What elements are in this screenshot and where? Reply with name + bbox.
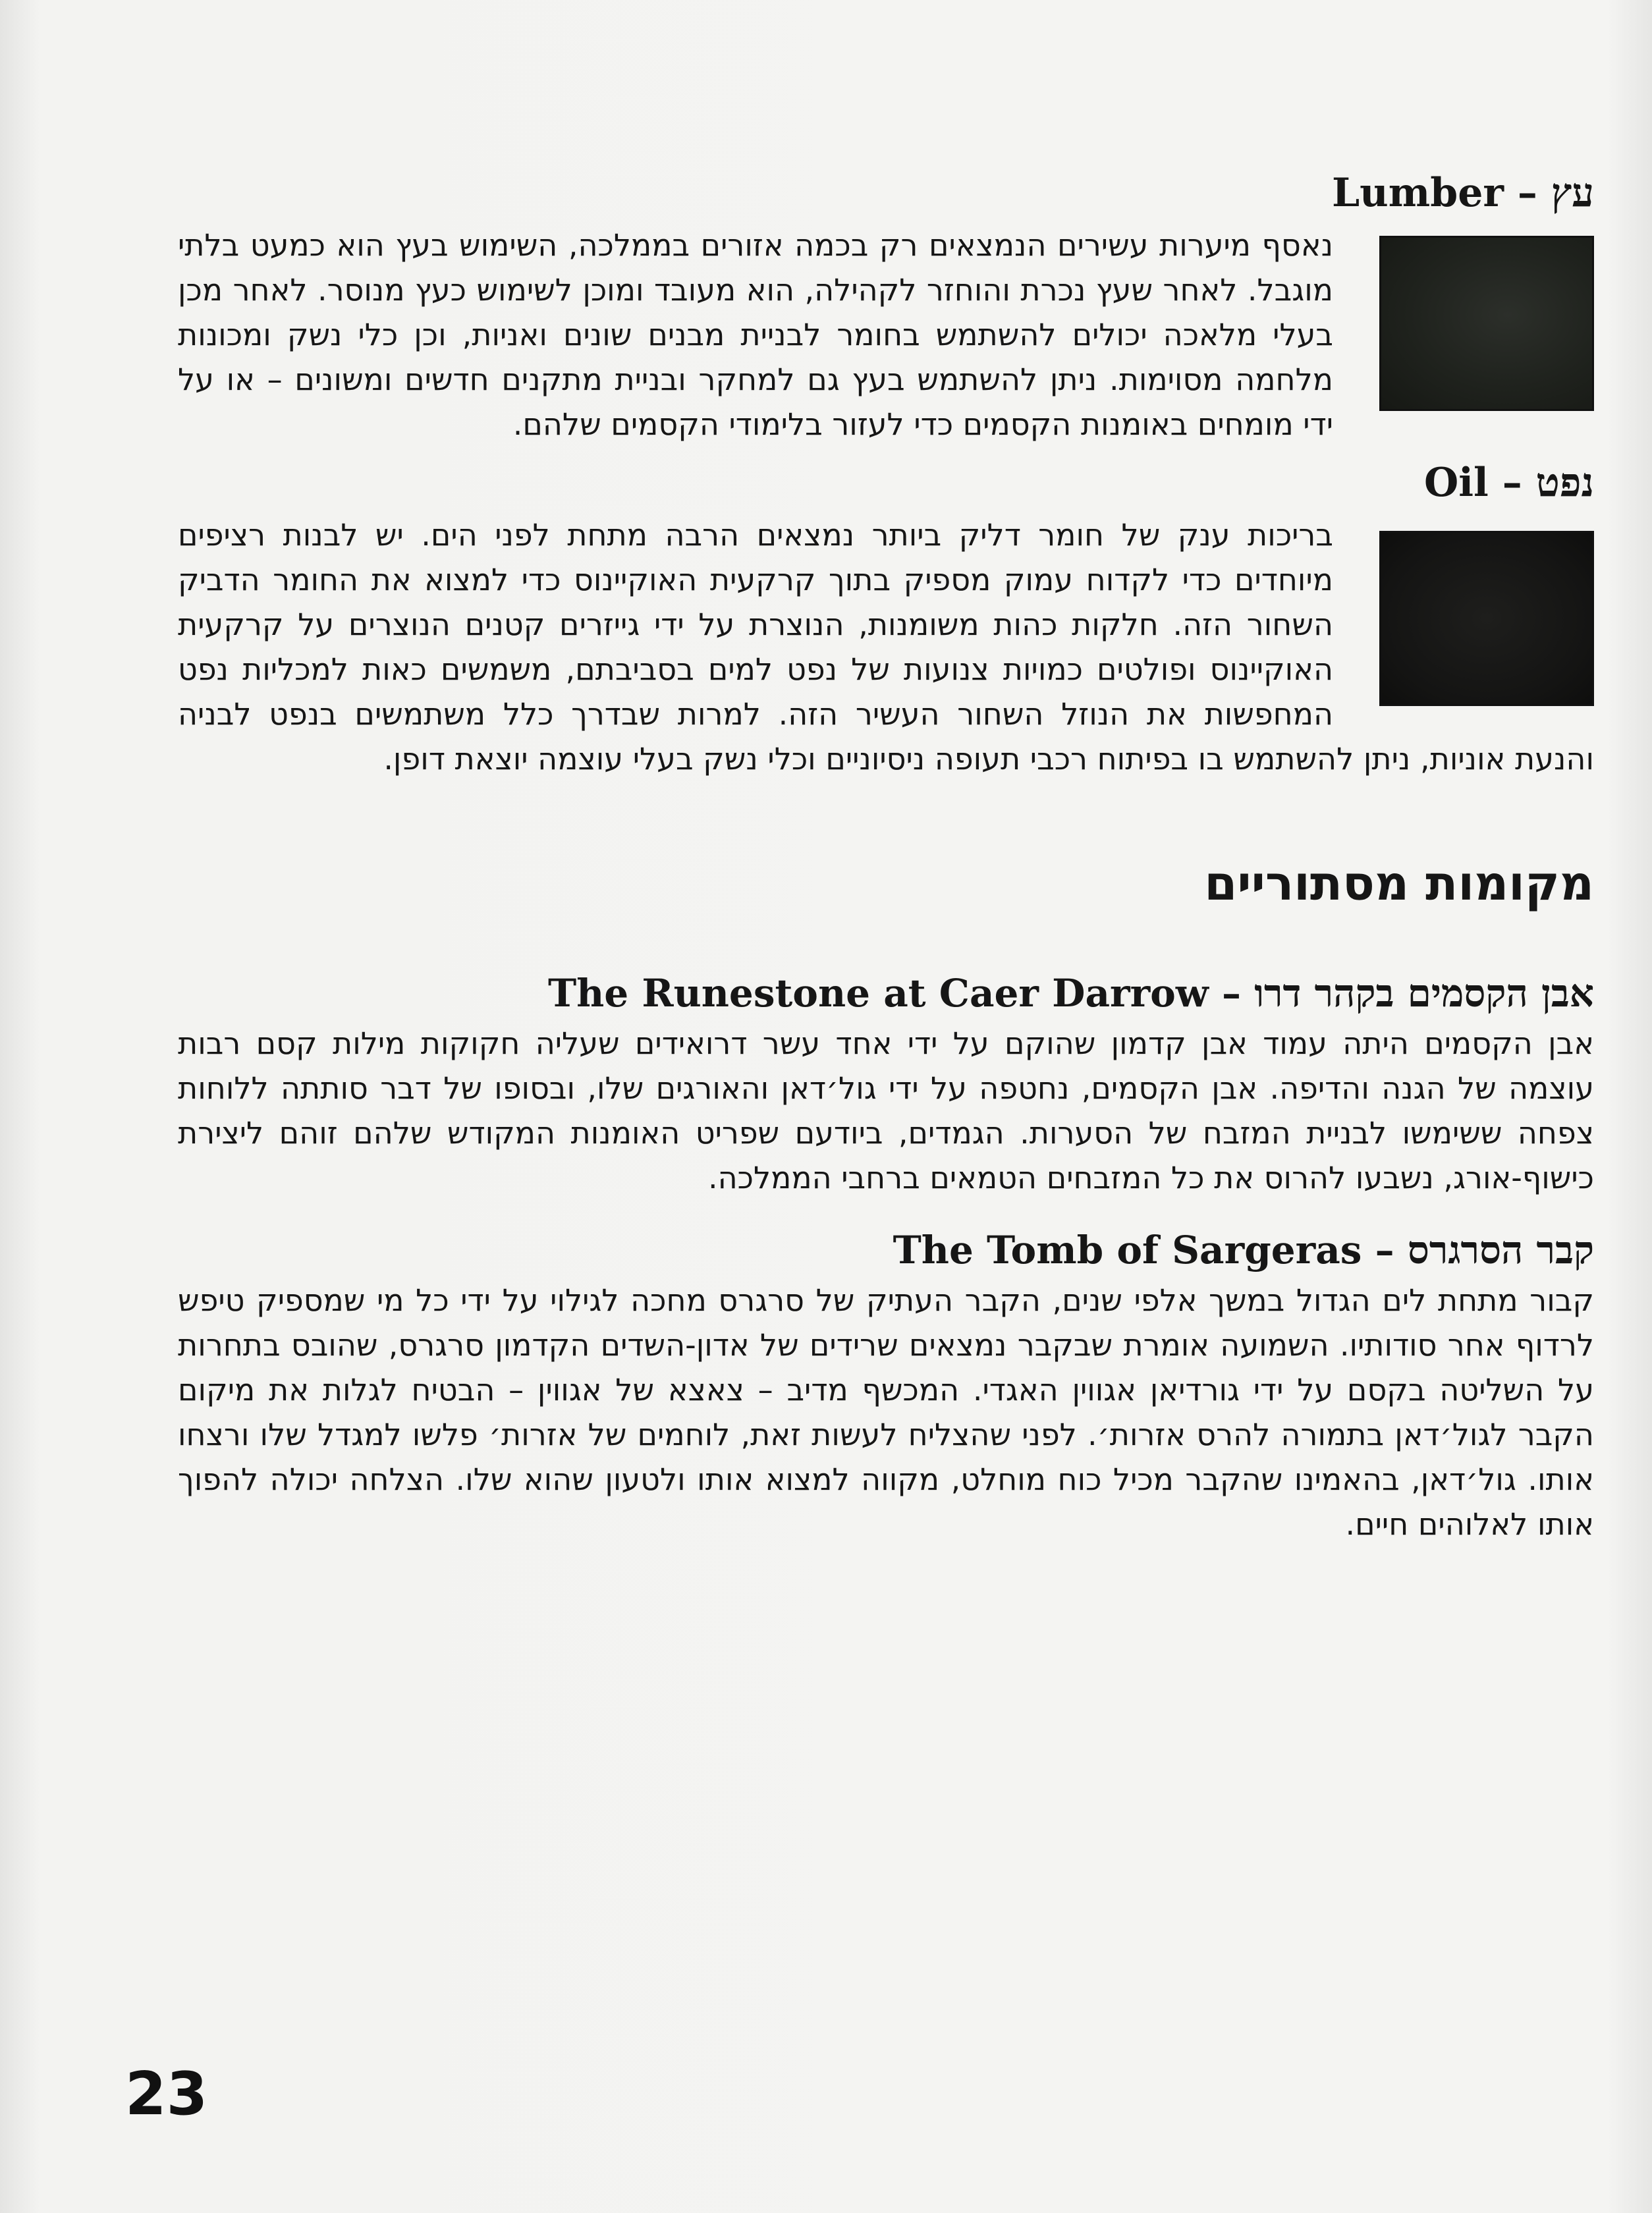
place-description: אבן הקסמים היתה עמוד אבן קדמון שהוקם על ידי אחד עשר דרואידים שעליה חקוקות מילות קסם רבות עוצמה של הגנה והדיפה. אבן הקסמים, נחטפה על ידי גול׳דאן והאורגים שלו, ובסופו של דבר סותתה ללוחות צפחה ששימשו לבניית המזבח של הסערות. הגמדים, ביודעם שפריט האומנות המקודש שלהם זוהם ליצירת כישוף-אורג, נשבעו להרוס את כל המזבחים הטמאים ברחבי הממלכה. [178,1025,1594,1195]
resource-lumber [178,163,1594,447]
place-title-he: קבר הסרגרס [1407,1228,1594,1272]
resource-heading [178,453,1594,512]
lumber-photo [1379,236,1594,411]
place-description: קבור מתחת לים הגדול במשך אלפי שנים, הקבר העתיק של סרגרס מחכה לגילוי על ידי כל מי שמספיק טיפש לרדוף אחר סודותיו. השמועה אומרת שבקבר נמצאים שרידים של אדון-השדים הקדמון סרגרס, שהובס בתחרות על השליטה בקסם על ידי גורדיאן אגווין האגדי. המכשף מדיב – צאצא של אגווין – הבטיח לגלות את מיקום הקבר לגול׳דאן בתמורה להרס אזרות׳. לפני שהצליח לעשות זאת, לוחמים של אזרות׳ פלשו למגדל שלו ורצחו אותו. גול׳דאן, בהאמינו שהקבר מכיל כוח מוחלט, מקווה למצוא אותו ולטעון שהוא שלו. הצלחה יכולה להפוך אותו לאלוהים חיים. [178,1282,1594,1542]
title-separator: – [1362,1228,1408,1272]
resource-description: בריכות ענק של חומר דליק ביותר נמצאים הרבה מתחת לפני הים. יש לבנות רציפים מיוחדים כדי לקדוח עמוק מספיק בתוך קרקעית האוקיינוס כדי למצוא את החומר הדביק השחור הזה. חלקות כהות משומנות, הנוצרת על ידי גייזרים קטנים הנוצרים על קרקעית האוקיינוס ופולטים כמויות צנועות של נפט למים בסביבתם, משמשים כאות למכליות נפט המחפשות את הנוזל השחור העשיר הזה. למרות שבדרך כלל משתמשים בנפט לבניה והנעת אוניות, ניתן להשתמש בו בפיתוח רכבי תעופה ניסיוניים וכלי נשק בעלי עוצמה יוצאת דופן. [178,517,1594,777]
section-title: מקומות מסתוריים [1204,856,1594,911]
resource-title-he: עץ [1551,170,1594,216]
place-title-en: The Tomb of Sargeras [893,1228,1362,1272]
page-number: 23 [125,2060,208,2129]
oil-photo [1379,531,1594,706]
title-separator: – [1504,170,1551,216]
resource-oil [178,453,1594,781]
place-heading [178,1222,1594,1278]
resource-title-en: Lumber [1331,170,1504,216]
resource-description: נאסף מיערות עשירים הנמצאים רק בכמה אזורים בממלכה, השימוש בעץ הוא כמעט בלתי מוגבל. לאחר שעץ נכרת והוחזר לקהילה, הוא מעובד ומוכן לשימוש כעץ מנוסר. לאחר מכן בעלי מלאכה יכולים להשתמש בחומר לבניית מבנים שונים ואניות, וכן כלי נשק ומכונות מלחמה מסוימות. ניתן להשתמש בעץ גם למחקר ובניית מתקנים חדשים ומשונים – או על ידי מומחים באומנות הקסמים כדי לעזור בלימודי הקסמים שלהם. [178,227,1333,442]
page-content [178,158,1594,1569]
place-runestone [178,966,1594,1200]
resource-title-en: Oil [1423,460,1489,506]
resource-title-he: נפט [1535,460,1594,506]
place-title-en: The Runestone at Caer Darrow [547,971,1209,1016]
place-tomb [178,1222,1594,1546]
place-title-he: אבן הקסמים בקהר דרו [1254,971,1594,1016]
title-separator: – [1208,971,1255,1016]
resource-heading [178,163,1594,223]
place-heading [178,966,1594,1021]
title-separator: – [1488,460,1536,506]
